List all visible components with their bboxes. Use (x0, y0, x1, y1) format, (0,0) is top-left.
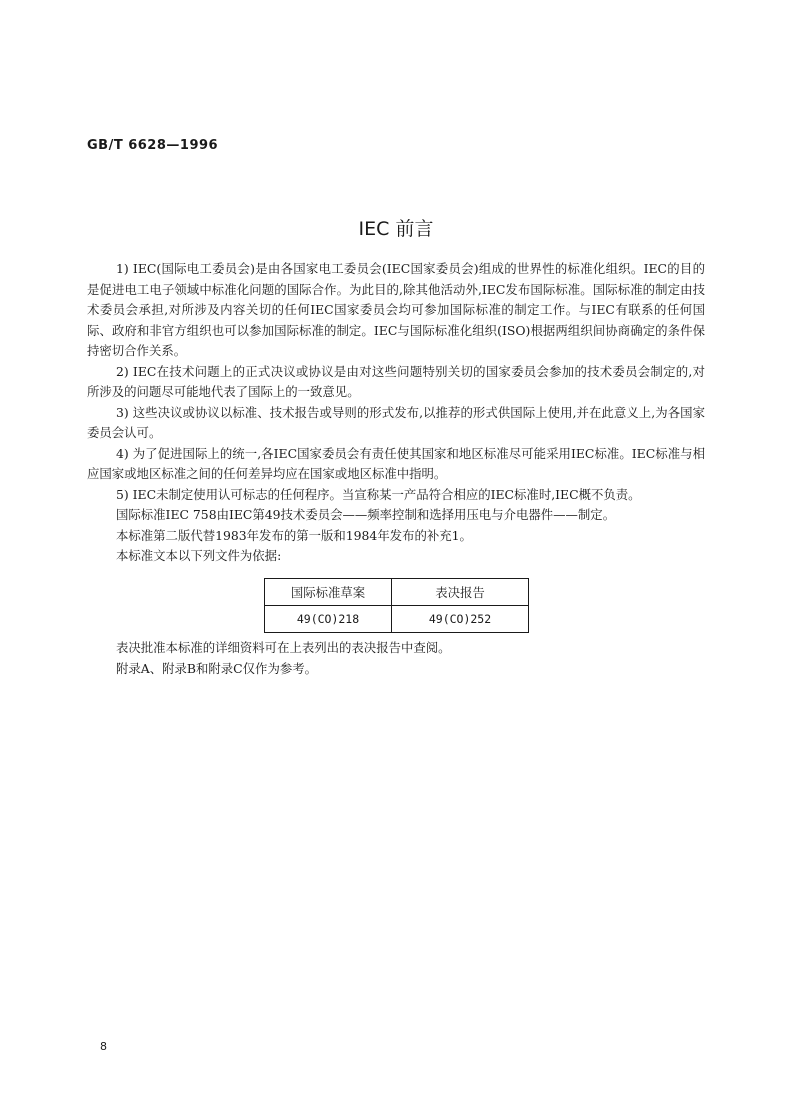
standard-code: GB/T 6628—1996 (87, 138, 219, 153)
table-cell: 49(CO)252 (392, 606, 529, 633)
table-header-row (265, 579, 529, 606)
paragraph-basis: 本标准文本以下列文件为依据: (116, 548, 282, 563)
paragraph-voting-details: 表决批准本标准的详细资料可在上表列出的表决报告中查阅。 (116, 640, 451, 655)
table-header-cell: 国际标准草案 (265, 579, 392, 606)
page-number: 8 (100, 1040, 107, 1053)
paragraph-edition: 本标准第二版代替1983年发布的第一版和1984年发布的补充1。 (116, 527, 472, 543)
table-cell: 49(CO)218 (265, 606, 392, 633)
table-header-cell: 表决报告 (392, 579, 529, 606)
after-table-body (87, 637, 705, 679)
table-row (265, 606, 529, 633)
paragraph-2: 2) IEC在技术问题上的正式决议或协议是由对这些问题特别关切的国家委员会参加的技术委员会制定的,对所涉及的问题尽可能地代表了国际上的一致意见。 (87, 363, 705, 399)
paragraph-annexes: 附录A、附录B和附录C仅作为参考。 (116, 661, 318, 676)
page-title: IEC 前言 (358, 218, 434, 240)
paragraph-4: 4) 为了促进国际上的统一,各IEC国家委员会有责任使其国家和地区标准尽可能采用IEC标准。IEC标准与相应国家或地区标准之间的任何差异均应在国家或地区标准中指明。 (87, 445, 705, 481)
paragraph-iec758: 国际标准IEC 758由IEC第49技术委员会——频率控制和选择用压电与介电器件——制定。 (116, 507, 616, 522)
voting-documents-table (264, 578, 529, 633)
foreword-body (87, 259, 705, 567)
paragraph-3: 3) 这些决议或协议以标准、技术报告或导则的形式发布,以推荐的形式供国际上使用,并在此意义上,为各国家委员会认可。 (87, 404, 705, 440)
paragraph-1: 1) IEC(国际电工委员会)是由各国家电工委员会(IEC国家委员会)组成的世界性的标准化组织。IEC的目的是促进电工电子领域中标准化问题的国际合作。为此目的,除其他活动外,IEC发布国际标准。国际标准的制定由技术委员会承担,对所涉及内容关切的任何IEC国家委员会均可参加国际标准的制定工作。与IEC有联系的任何国际、政府和非官方组织也可以参加国际标准的制定。IEC与国际标准化组织(ISO)根据两组织间协商确定的条件保持密切合作关系。 (87, 261, 705, 358)
paragraph-5: 5) IEC未制定使用认可标志的任何程序。当宣称某一产品符合相应的IEC标准时,IEC概不负责。 (116, 486, 641, 502)
